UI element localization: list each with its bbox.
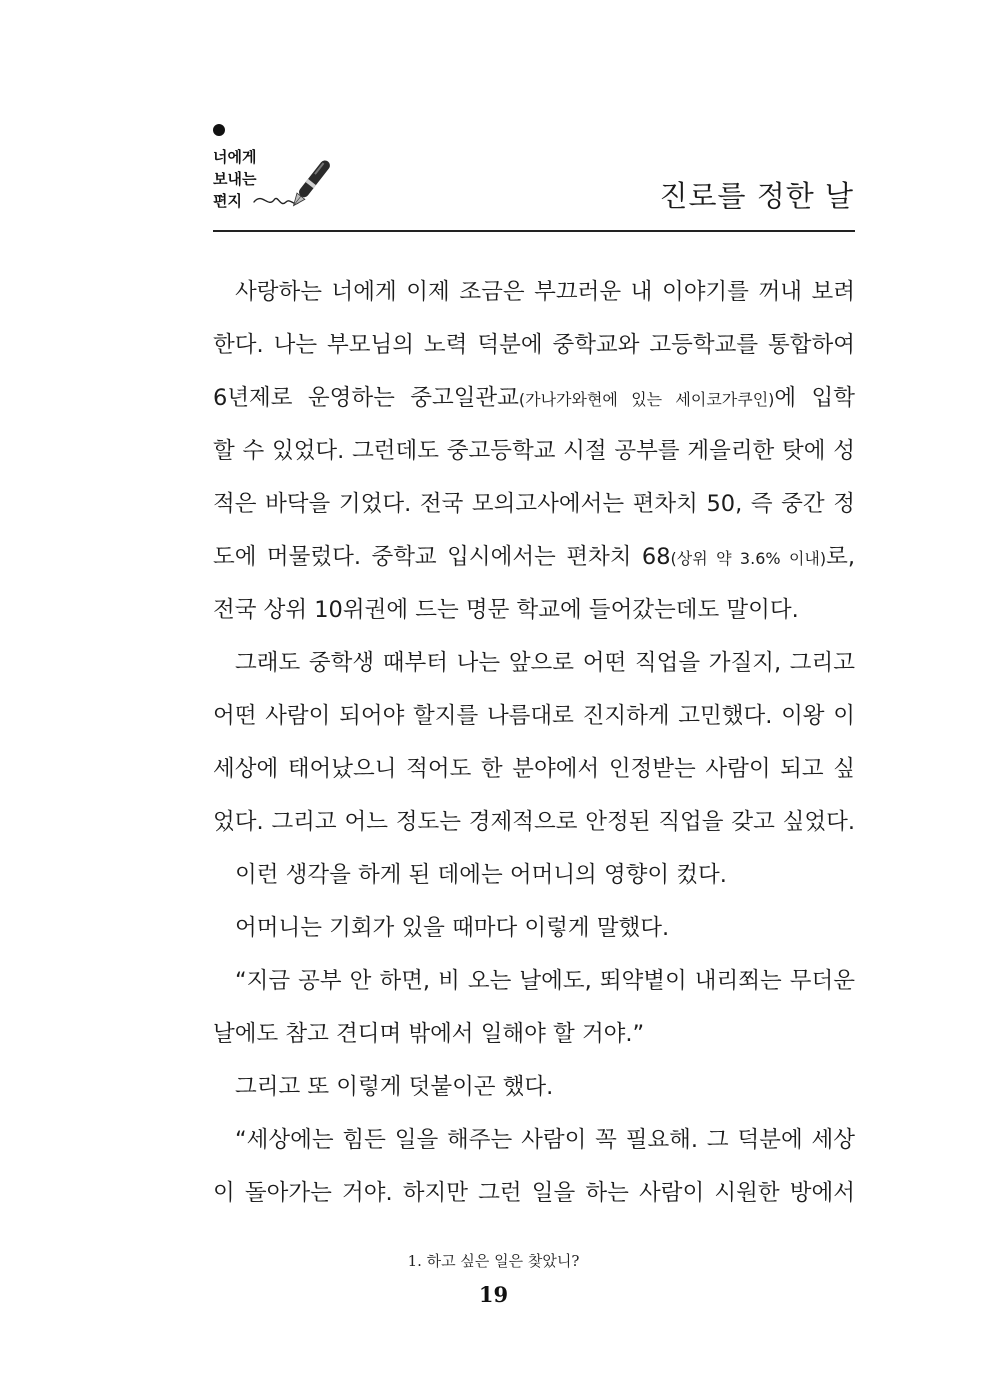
text-line: 날에도 참고 견디며 밖에서 일해야 할 거야.” — [213, 1021, 645, 1047]
text-line: 사랑하는 너에게 이제 조금은 부끄러운 내 이야기를 꺼내 보려 — [235, 279, 855, 305]
text-span: 도에 머물렀다. 중학교 입시에서는 편차치 68 — [213, 544, 671, 570]
text-line — [213, 372, 855, 425]
text-line: 어떤 사람이 되어야 할지를 나름대로 진지하게 고민했다. 이왕 이 — [213, 703, 855, 729]
text-line: “지금 공부 안 하면, 비 오는 날에도, 뙤약볕이 내리쬐는 무더운 — [235, 968, 855, 994]
text-line: 어머니는 기회가 있을 때마다 이렇게 말했다. — [235, 915, 670, 941]
text-line: 할 수 있었다. 그런데도 중고등학교 시절 공부를 게을리한 탓에 성 — [213, 438, 855, 464]
text-line: 한다. 나는 부모님의 노력 덕분에 중학교와 고등학교를 통합하여 — [213, 332, 855, 358]
header-rule — [213, 230, 855, 232]
text-span: 로, — [826, 544, 855, 570]
text-line: 적은 바닥을 기었다. 전국 모의고사에서는 편차치 50, 즉 중간 정 — [213, 491, 855, 517]
text-line — [213, 531, 855, 584]
series-title-line: 보내는 — [213, 170, 257, 188]
fountain-pen-icon — [250, 148, 335, 216]
parenthetical-note: (상위 약 3.6% 이내) — [670, 549, 827, 568]
series-title-line: 편지 — [213, 192, 242, 210]
chapter-title: 진로를 정한 날 — [659, 179, 854, 213]
body-text — [213, 266, 855, 1220]
text-line: 그리고 또 이렇게 덧붙이곤 했다. — [235, 1074, 554, 1100]
page-number: 19 — [478, 1282, 509, 1307]
text-line: 이 돌아가는 거야. 하지만 그런 일을 하는 사람이 시원한 방에서 — [213, 1180, 855, 1206]
series-title-line: 너에게 — [213, 148, 257, 166]
text-span: 에 입학 — [774, 385, 855, 411]
text-line: 그래도 중학생 때부터 나는 앞으로 어떤 직업을 가질지, 그리고 — [235, 650, 855, 676]
text-line: “세상에는 힘든 일을 해주는 사람이 꼭 필요해. 그 덕분에 세상 — [235, 1127, 855, 1153]
running-head: 1. 하고 싶은 일은 찾았니? — [407, 1252, 580, 1270]
bullet-dot — [213, 124, 225, 136]
parenthetical-note: (가나가와현에 있는 세이코가쿠인) — [518, 390, 775, 409]
text-span: 6년제로 운영하는 중고일관교 — [213, 385, 519, 411]
text-line: 이런 생각을 하게 된 데에는 어머니의 영향이 컸다. — [235, 862, 727, 888]
text-line: 세상에 태어났으니 적어도 한 분야에서 인정받는 사람이 되고 싶 — [213, 756, 855, 782]
text-line: 었다. 그리고 어느 정도는 경제적으로 안정된 직업을 갖고 싶었다. — [213, 809, 855, 835]
text-line: 전국 상위 10위권에 드는 명문 학교에 들어갔는데도 말이다. — [213, 597, 799, 623]
